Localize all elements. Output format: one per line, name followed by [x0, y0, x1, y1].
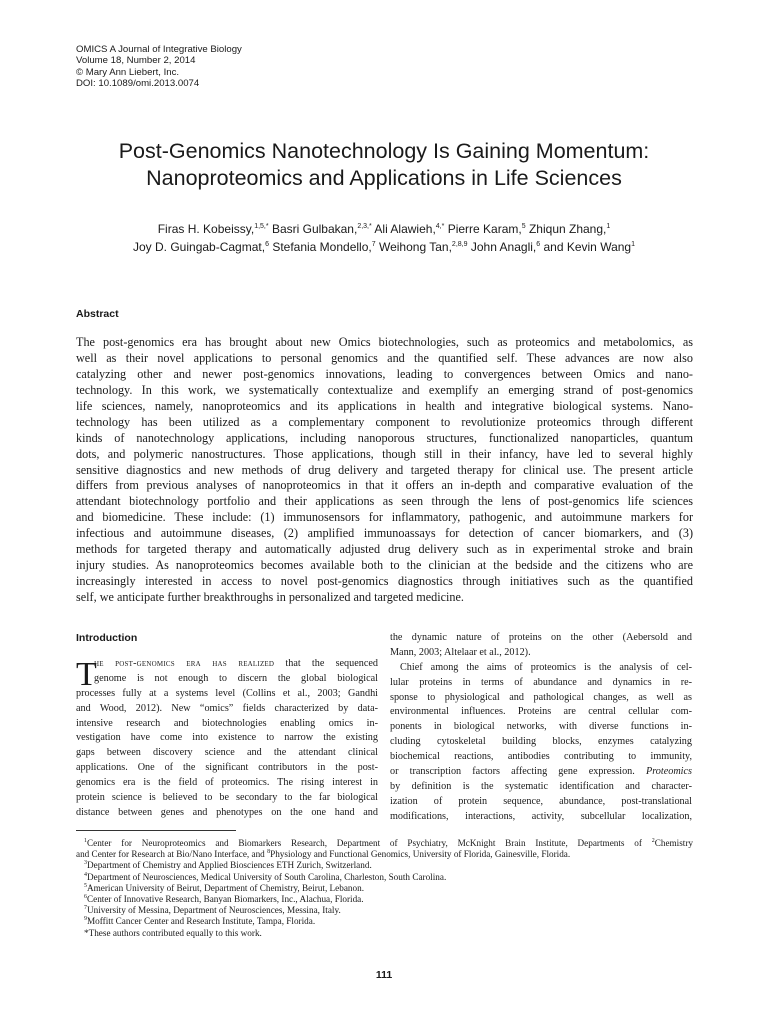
body-line: ization of protein sequence, abundance, post-translational [390, 795, 692, 807]
footnote-item [76, 905, 693, 916]
footnote-item [76, 860, 693, 871]
footnote-rule [76, 830, 236, 831]
footnote-text: Center of Innovative Research, Banyan Biomarkers, Inc., Alachua, Florida. [87, 894, 364, 905]
abstract-line: sensitive diagnostics and new methods of drug delivery and targeted therapy for clinical use. The present article [76, 462, 693, 477]
footnote-item [76, 894, 693, 905]
body-line: vestigation have come into existence to narrow the existing [76, 732, 378, 744]
footnote-1-continued [76, 849, 693, 860]
abstract-line: dots, and polymeric nanostructures. Those applications, though still in their infancy, have led to several highly [76, 446, 693, 461]
author-name: Firas H. Kobeissy, [157, 222, 255, 236]
body-line: genome is not enough to discern the global biological [94, 672, 378, 684]
copyright-line: © Mary Ann Liebert, Inc. [76, 66, 180, 78]
first-line-rest: that the sequenced [274, 658, 379, 669]
author-line-2 [40, 238, 728, 256]
body-line: and Wood, 2012). New “omics” fields characterized by data- [76, 702, 378, 714]
footnote-item [76, 872, 693, 883]
body-line: distance between genes and phenotypes on the one hand and [76, 806, 378, 818]
footnote-item [76, 916, 693, 927]
footnote-marker: 7 [84, 905, 87, 912]
footnote-1 [76, 838, 693, 849]
author-name: Zhiqun Zhang, [528, 222, 607, 236]
footnote-text: Moffitt Cancer Center and Research Institute, Tampa, Florida. [87, 916, 316, 927]
body-line: intensive research and biotechnologies enabling omics in- [76, 717, 378, 729]
body-line: sponse to physiological and pathological changes, as well as [390, 691, 692, 703]
italic-term: Proteomics [645, 766, 692, 778]
footnote-marker: 6 [84, 894, 87, 901]
author-name: Stefania Mondello, [272, 240, 372, 254]
abstract-line: The post-genomics era has brought about new Omics biotechnologies, such as proteomics and metabolomics, as [76, 335, 693, 349]
footnote-item [76, 928, 693, 939]
footnote-text: Chemistry [654, 838, 693, 848]
footnote-text: American University of Beirut, Department of Chemistry, Beirut, Lebanon. [87, 882, 364, 893]
body-line: gaps between discovery science and the attendant clinical [76, 747, 378, 759]
page-number: 111 [375, 969, 393, 981]
body-line: applications. One of the significant contributors in the post- [76, 762, 378, 774]
body-line-with-italic [390, 765, 692, 780]
abstract-body [76, 335, 693, 606]
footnote-text: Center for Neuroproteomics and Biomarkers Research, Department of Psychiatry, McKnight Brain Institute, Departments of [87, 838, 652, 848]
body-line: genomics era is the field of proteomics. The rising interest in [76, 777, 378, 789]
doi-line: DOI: 10.1089/omi.2013.0074 [76, 78, 200, 90]
footnote-text: University of Messina, Department of Neurosciences, Messina, Italy. [87, 905, 341, 916]
abstract-line: and biomedicine. These include: (1) immunosensors for inflammatory, pathogenic, and autoimmune markers for [76, 510, 693, 525]
intro-first-line [76, 657, 378, 672]
smallcaps-lead: he post-genomics era has realized [94, 658, 275, 669]
footnote-marker: 8 [267, 849, 271, 856]
abstract-line: increasingly interested in access to novel post-genomics diagnostics through initiatives such as the quantified [76, 574, 693, 589]
author-name: Pierre Karam, [447, 222, 522, 236]
footnote-marker: 3 [84, 860, 87, 867]
author-name: Basri Gulbakan, [271, 222, 358, 236]
author-name: John Anagli, [470, 240, 537, 254]
footnote-text: Physiology and Functional Genomics, University of Florida, Gainesville, Florida. [270, 849, 571, 860]
author-affiliation: 1,5,* [254, 223, 269, 230]
footnotes [76, 838, 693, 939]
abstract-line: differs from previous analyses of nanoproteomics in that it offers an in-depth and comparative evaluation of the [76, 478, 693, 493]
journal-volume: Volume 18, Number 2, 2014 [76, 55, 196, 67]
body-line: lular proteins in terms of abundance and dynamics in re- [390, 676, 692, 688]
footnote-text: Department of Chemistry and Applied Biosciences ETH Zurich, Switzerland. [87, 860, 372, 871]
title-line-2: Nanoproteomics and Applications in Life Sciences [146, 166, 622, 190]
footnote-marker: 2 [651, 838, 655, 844]
body-line: modifications, interactions, activity, subcellular localization, [390, 810, 692, 822]
abstract-line: attendant biotechnology portfolio and their applications as seen through the lens of post-genomics life sciences [76, 494, 693, 509]
abstract-line: injury studies. As nanoproteomics becomes available both to the clinician at the bedside and the citizens who are [76, 558, 693, 573]
journal-header [76, 44, 242, 90]
intro-left-column [76, 657, 378, 821]
body-text: or transcription factors affecting gene expression. [390, 766, 635, 778]
abstract-line: catalyzing other and newer post-genomics innovations, leading to convergences between Omics and nano- [76, 366, 693, 381]
footnote-marker: 5 [84, 882, 87, 889]
abstract-line: technology has been utilized as a complementary component to revolutionize proteomics through different [76, 414, 693, 429]
abstract-line: kinds of nanotechnology applications, including nanoporous structures, functionalized nanoparticles, quantum [76, 430, 693, 445]
footnote-text: *These authors contributed equally to this work. [84, 927, 262, 938]
footnote-text: and Center for Research at Bio/Nano Interface, and [76, 849, 268, 860]
author-affiliation: 5 [521, 223, 526, 230]
author-affiliation: 2,8,9 [451, 241, 468, 248]
article-title [60, 138, 708, 192]
body-line: protein science is believed to be secondary to the far biological [76, 792, 378, 804]
author-affiliation: 1 [631, 241, 635, 248]
body-line: cluding cytoskeletal building blocks, enzymes catalyzing [390, 736, 692, 748]
body-line: the dynamic nature of proteins on the other (Aebersold and [390, 632, 692, 643]
body-line: biochemical reactions, antibodies contributing to immunity, [390, 751, 692, 763]
footnote-marker: 9 [84, 916, 87, 923]
body-line: processes fully at a systems level (Collins et al., 2003; Gandhi [76, 687, 378, 699]
author-list [40, 220, 728, 256]
author-affiliation: 2,3,* [357, 223, 372, 230]
author-name: Ali Alawieh, [374, 222, 436, 236]
abstract-line: technology. In this work, we systematically contextualize and exemplify an emerging strand of post-genomics [76, 382, 693, 397]
footnote-marker: 1 [84, 838, 87, 844]
author-name: and Kevin Wang [543, 240, 632, 254]
author-affiliation: 6 [536, 241, 541, 248]
abstract-line: life sciences, namely, nanoproteomics and its applications in health and integrative biological systems. Nano- [76, 398, 693, 413]
footnote-marker: 4 [84, 871, 87, 878]
footnote-item [76, 883, 693, 894]
abstract-line: methods for targeted therapy and automatically adjusted drug delivery such as in experimental stroke and brain [76, 542, 693, 557]
footnote-text: Department of Neurosciences, Medical University of South Carolina, Charleston, South Carolina. [87, 871, 447, 882]
author-affiliation: 6 [265, 241, 269, 248]
author-name: Joy D. Guingab-Cagmat, [133, 240, 266, 254]
author-affiliation: 1 [606, 223, 611, 230]
intro-right-column [390, 631, 692, 825]
abstract-heading: Abstract [76, 308, 119, 320]
body-line: Chief among the aims of proteomics is the analysis of cel- [400, 661, 692, 673]
body-line: ponents in biological networks, with diverse functions in- [390, 721, 692, 733]
body-line: Mann, 2003; Altelaar et al., 2012). [390, 646, 531, 658]
author-name: Weihong Tan, [378, 240, 452, 254]
drop-cap: T [76, 656, 97, 693]
author-affiliation: 4,* [435, 223, 445, 230]
body-line: by definition is the systematic identification and character- [390, 780, 692, 792]
introduction-heading: Introduction [76, 632, 138, 644]
journal-name: OMICS A Journal of Integrative Biology [76, 44, 242, 55]
abstract-line: well as their novel applications to personal genomics and the quantified self. These advances are now also [76, 350, 693, 365]
abstract-line: self, we anticipate further breakthroughs in personalized and targeted medicine. [76, 590, 464, 604]
body-line: environmental influences. Proteins are central cellular com- [390, 706, 692, 718]
abstract-line: infectious and autoimmune diseases, (2) amplified immunoassays for detection of cancer biomarkers, and (3) [76, 526, 693, 541]
author-line-1 [40, 220, 728, 238]
author-affiliation: 7 [371, 241, 376, 248]
title-line-1: Post-Genomics Nanotechnology Is Gaining Momentum: [118, 139, 650, 163]
